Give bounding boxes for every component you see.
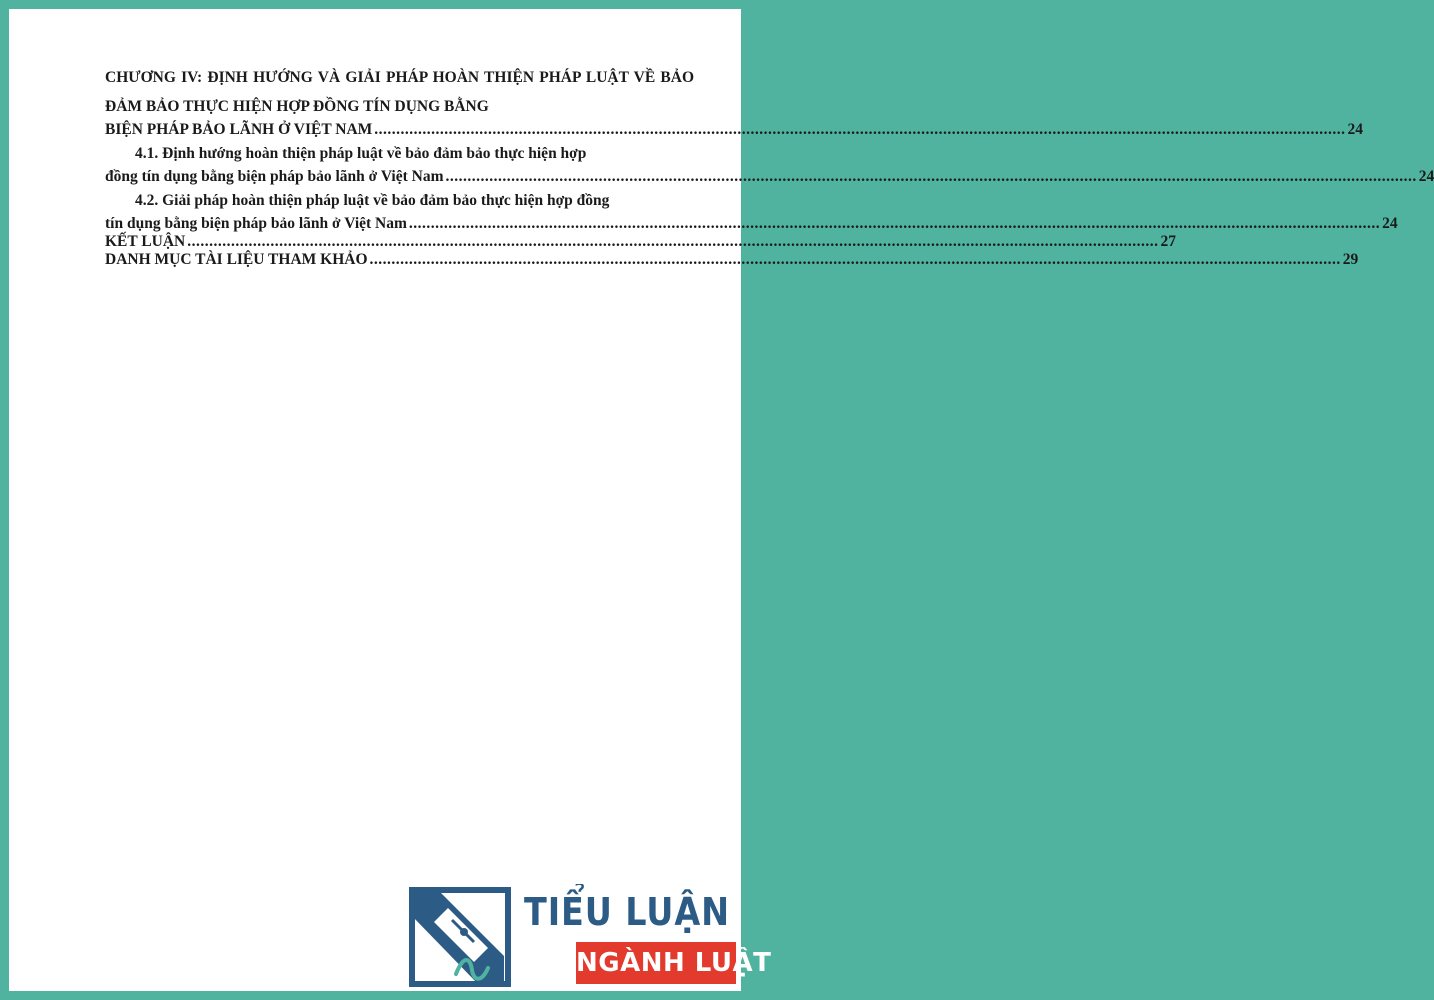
toc-entry-text-end: KẾT LUẬN <box>105 233 186 250</box>
toc-entry-last-line <box>105 251 1359 269</box>
toc-entry-4-2[interactable] <box>105 186 1398 233</box>
toc-entry-text-end: tín dụng bằng biện pháp bảo lãnh ở Việt Nam <box>105 215 407 232</box>
document-page <box>9 9 1434 991</box>
toc-entry-4-1[interactable] <box>105 139 1434 186</box>
dot-leader <box>370 251 1341 269</box>
toc-page-number: 24 <box>1347 121 1364 138</box>
toc-entry-last-line <box>105 233 1176 251</box>
dot-leader <box>409 215 1380 233</box>
toc-page-number: 29 <box>1342 251 1359 268</box>
toc-entry-last-line <box>105 168 1434 186</box>
dot-leader <box>446 168 1417 186</box>
table-of-contents <box>105 63 1434 269</box>
toc-page-number: 27 <box>1160 233 1176 250</box>
toc-entry-text-end: DANH MỤC TÀI LIỆU THAM KHẢO <box>105 251 368 268</box>
toc-page-number: 24 <box>1382 215 1398 232</box>
dot-leader <box>374 121 1345 139</box>
toc-entry-conclusion[interactable] <box>105 233 1176 251</box>
toc-entry-text: 4.2. Giải pháp hoàn thiện pháp luật về bảo đảm bảo thực hiện hợp đồng <box>135 192 610 209</box>
logo-title: TIỂU LUẬN <box>524 890 730 934</box>
toc-entry-last-line <box>105 215 1398 233</box>
brand-logo <box>406 878 772 990</box>
toc-entry-text-end: BIỆN PHÁP BẢO LÃNH Ở VIỆT NAM <box>105 121 373 138</box>
toc-entry-text: CHƯƠNG IV: ĐỊNH HƯỚNG VÀ GIẢI PHÁP HOÀN THIỆN PHÁP LUẬT VỀ BẢO ĐẢM BẢO THỰC HIỆN HỢP ĐỒNG TÍN DỤNG BẰNG <box>105 69 694 115</box>
toc-page-number: 24 <box>1418 168 1434 185</box>
toc-entry-references[interactable] <box>105 251 1359 269</box>
dot-leader <box>187 233 1158 251</box>
toc-entry-chapter-4[interactable] <box>105 63 1364 139</box>
toc-entry-last-line <box>105 121 1364 139</box>
logo-subtitle: NGÀNH LUẬT <box>576 942 736 984</box>
toc-entry-text-end: đồng tín dụng bằng biện pháp bảo lãnh ở Việt Nam <box>105 168 444 185</box>
toc-entry-text: 4.1. Định hướng hoàn thiện pháp luật về bảo đảm bảo thực hiện hợp <box>135 145 587 162</box>
fountain-pen-icon <box>408 886 512 988</box>
